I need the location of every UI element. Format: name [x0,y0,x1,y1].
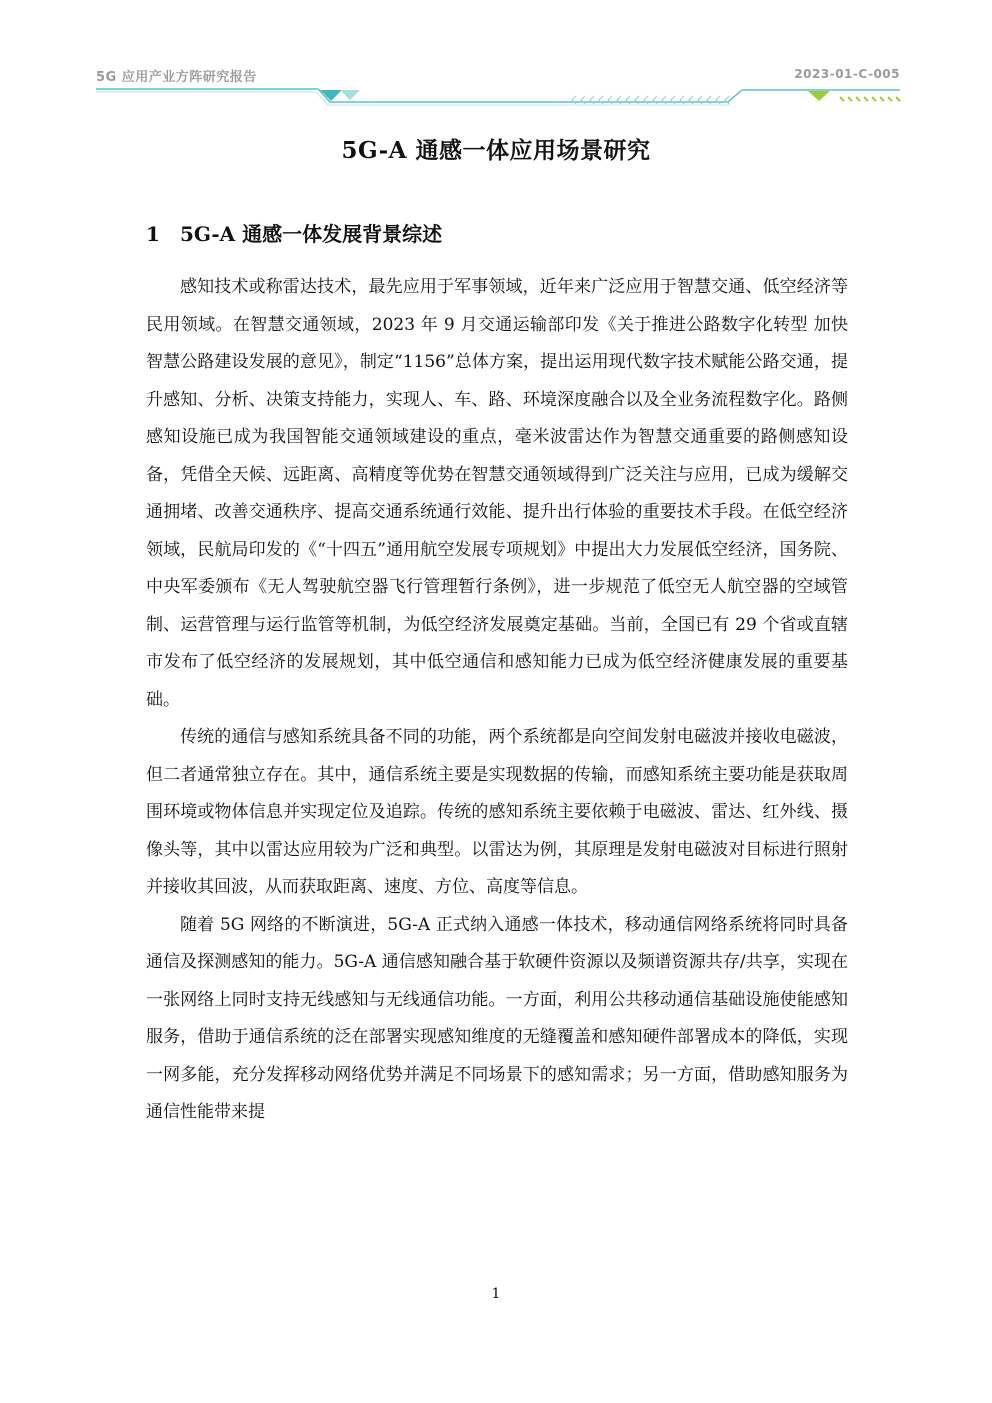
paragraph: 传统的通信与感知系统具备不同的功能，两个系统都是向空间发射电磁波并接收电磁波，但二者通常独立存在。其中，通信系统主要是实现数据的传输，而感知系统主要功能是获取周围环境或物体信息并实现定位及追踪。传统的感知系统主要依赖于电磁波、雷达、红外线、摄像头等，其中以雷达应用较为广泛和典型。以雷达为例，其原理是发射电磁波对目标进行照射并接收其回波，从而获取距离、速度、方位、高度等信息。 [146,727,848,897]
teal-triangle-marker [320,90,360,101]
paragraph: 感知技术或称雷达技术，最先应用于军事领域，近年来广泛应用于智慧交通、低空经济等民用领域。在智慧交通领域，2023 年 9 月交通运输部印发《关于推进公路数字化转型 加快智慧公路建设发展的意见》，制定“1156”总体方案，提出运用现代数字技术赋能公路交通，提升感知、分析、决策支持能力，实现人、车、路、环境深度融合以及全业务流程数字化。路侧感知设施已成为我国智能交通领域建设的重点，毫米波雷达作为智慧交通重要的路侧感知设备，凭借全天候、远距离、高精度等优势在智慧交通领域得到广泛关注与应用，已成为缓解交通拥堵、改善交通秩序、提高交通系统通行效能、提升出行体验的重要技术手段。在低空经济领域，民航局印发的《“十四五”通用航空发展专项规划》中提出大力发展低空经济，国务院、中央军委颁布《无人驾驶航空器飞行管理暂行条例》，进一步规范了低空无人航空器的空域管制、运营管理与运行监管等机制，为低空经济发展奠定基础。当前，全国已有 29 个省或直辖市发布了低空经济的发展规划，其中低空通信和感知能力已成为低空经济健康发展的重要基础。 [146,277,848,710]
report-code: 2023-01-C-005 [794,67,900,81]
document-title: 5G-A 通感一体应用场景研究 [341,137,651,164]
green-triangle-marker [808,91,830,101]
green-dash-row-icon [840,97,900,101]
section-title: 5G-A 通感一体发展背景综述 [180,222,443,246]
body-text [146,269,848,1132]
chevron-row-icon [572,96,729,104]
section-number: 1 [146,222,160,246]
report-series-label: 5G 应用产业方阵研究报告 [96,70,257,85]
header-rule-lines [96,89,900,105]
paragraph: 随着 5G 网络的不断演进，5G-A 正式纳入通感一体技术，移动通信网络系统将同时具备通信及探测感知的能力。5G-A 通信感知融合基于软硬件资源以及频谱资源共存/共享，实现在一张网络上同时支持无线感知与无线通信功能。一方面，利用公共移动通信基础设施使能感知服务，借助于通信系统的泛在部署实现感知维度的无缝覆盖和感知硬件部署成本的降低，实现一网多能，充分发挥移动网络优势并满足不同场景下的感知需求；另一方面，借助感知服务为通信性能带来提 [146,914,848,1122]
header-decoration [0,84,992,114]
page-number: 1 [491,1286,501,1302]
section-heading [146,218,442,247]
